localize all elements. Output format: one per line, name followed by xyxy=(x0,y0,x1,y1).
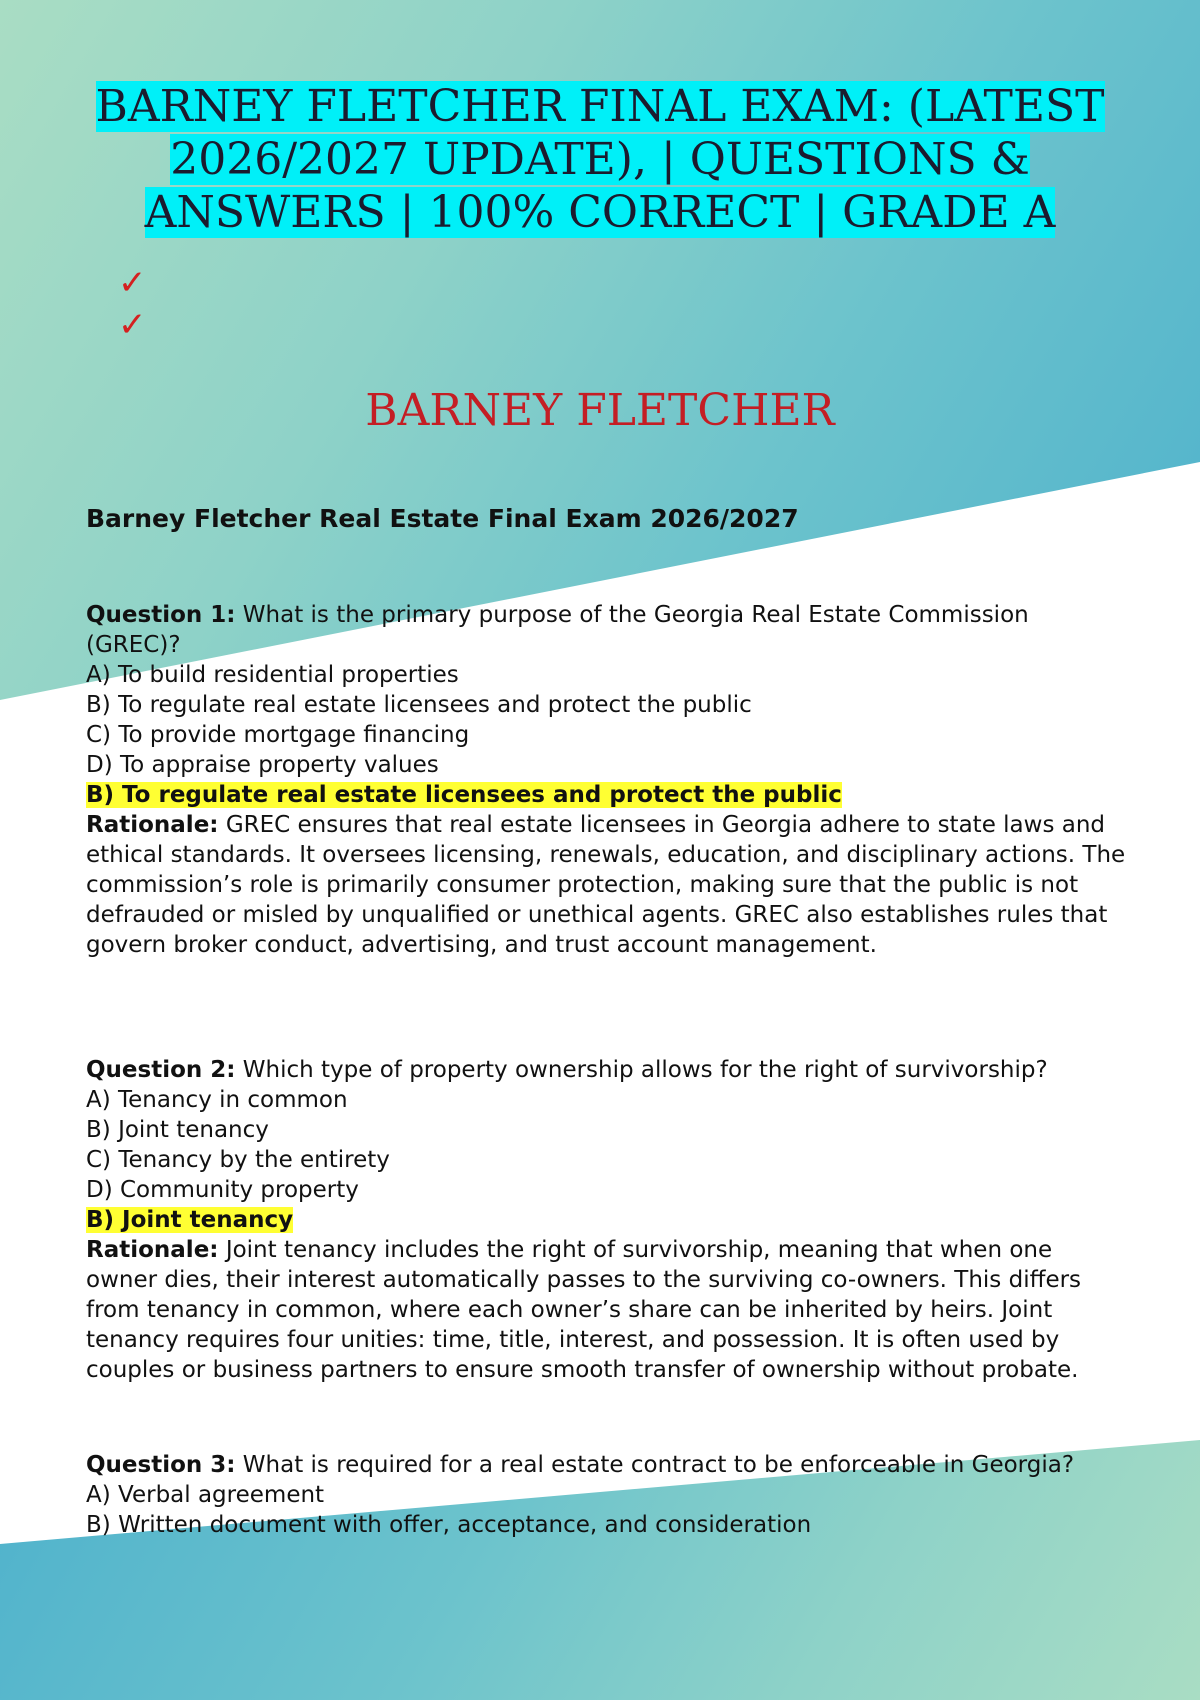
correct-answer-text: B) Joint tenancy xyxy=(86,1207,294,1233)
option-item: B) Written document with offer, acceptance, and consideration xyxy=(86,1512,812,1538)
correct-answer xyxy=(86,780,1126,810)
question-prompt xyxy=(86,1055,1126,1085)
option-item: C) To provide mortgage financing xyxy=(86,722,470,748)
option-item: C) Tenancy by the entirety xyxy=(86,1147,390,1173)
rationale-text: Joint tenancy includes the right of survivorship, meaning that when one owner dies, their interest automatically passes to the surviving co-owners. This differs from tenancy in common, where each owner’s share can be inherited by heirs. Joint tenancy requires four unities: time, title, interest, and possession. It is often used by couples or business partners to ensure smooth transfer of ownership without probate. xyxy=(86,1237,1082,1383)
question-text: What is required for a real estate contract to be enforceable in Georgia? xyxy=(242,1452,1075,1478)
rationale xyxy=(86,1235,1126,1385)
checkmark-icon: ✓ xyxy=(118,263,147,303)
rationale xyxy=(86,810,1126,960)
option-item: A) To build residential properties xyxy=(86,662,459,688)
check-marks xyxy=(118,262,147,346)
brand-name: BARNEY FLETCHER xyxy=(365,385,835,436)
rationale-label: Rationale: xyxy=(86,1237,219,1263)
option-item: D) To appraise property values xyxy=(86,752,439,778)
rationale-text: GREC ensures that real estate licensees in Georgia adhere to state laws and ethical standards. It oversees licensing, renewals, education, and disciplinary actions. The commission’s role is primarily consumer protection, making sure that the public is not defrauded or misled by unqualified or unethical agents. GREC also establishes rules that govern broker conduct, advertising, and trust account management. xyxy=(86,812,1126,958)
question-text: Which type of property ownership allows for the right of survivorship? xyxy=(242,1057,1048,1083)
question-block xyxy=(86,600,1126,960)
question-label: Question 2: xyxy=(86,1057,236,1083)
correct-answer-text: B) To regulate real estate licensees and protect the public xyxy=(86,782,842,808)
question-prompt xyxy=(86,1450,1126,1480)
question-prompt xyxy=(86,600,1126,660)
option-item: B) To regulate real estate licensees and protect the public xyxy=(86,692,752,718)
option-item: B) Joint tenancy xyxy=(86,1117,269,1143)
question-label: Question 1: xyxy=(86,602,236,628)
option-item: D) Community property xyxy=(86,1177,359,1203)
question-text: What is the primary purpose of the Georgia Real Estate Commission (GREC)? xyxy=(86,602,1029,658)
question-block xyxy=(86,1055,1126,1385)
checkmark-icon: ✓ xyxy=(118,305,147,345)
option-item: A) Tenancy in common xyxy=(86,1087,348,1113)
exam-heading: Barney Fletcher Real Estate Final Exam 2026/2027 xyxy=(86,504,799,533)
rationale-label: Rationale: xyxy=(86,812,219,838)
correct-answer xyxy=(86,1205,1126,1235)
document-title xyxy=(60,80,1140,239)
option-item: A) Verbal agreement xyxy=(86,1482,325,1508)
question-label: Question 3: xyxy=(86,1452,236,1478)
document-title-text: BARNEY FLETCHER FINAL EXAM: (LATEST 2026/2027 UPDATE), | QUESTIONS & ANSWERS | 100% CORRECT | GRADE A xyxy=(95,81,1105,238)
question-block xyxy=(86,1450,1126,1540)
